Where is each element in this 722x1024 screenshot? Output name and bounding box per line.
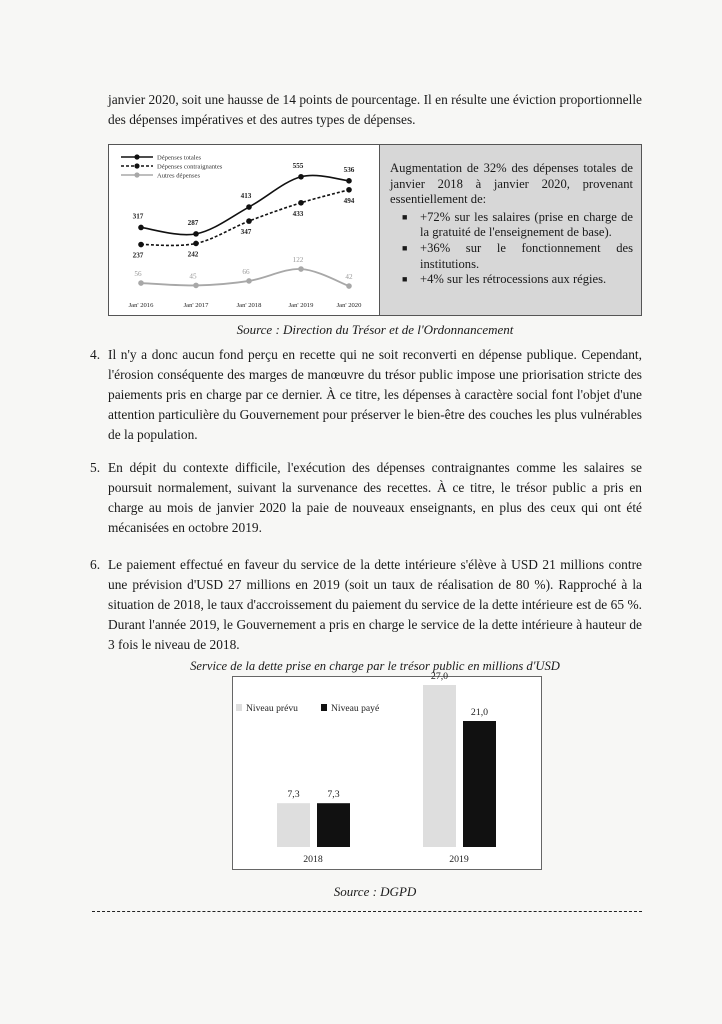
data-label: 317 — [132, 212, 144, 221]
data-label: 555 — [292, 161, 304, 170]
x-tick-label: 2019 — [449, 854, 469, 865]
paragraph-number: 4. — [90, 347, 101, 362]
data-label: 122 — [292, 256, 304, 265]
legend-marker — [134, 163, 139, 168]
paragraph-number: 6. — [90, 557, 101, 572]
bar-value-label: 27,0 — [430, 671, 449, 682]
data-point — [346, 178, 352, 184]
data-point — [246, 204, 252, 210]
data-point — [193, 283, 199, 289]
legend-label: Niveau payé — [331, 703, 380, 714]
data-point — [138, 280, 144, 286]
expenditure-figure — [108, 144, 642, 316]
x-tick-label: Jan' 2018 — [236, 302, 262, 309]
data-label: 494 — [343, 196, 355, 205]
legend-swatch — [236, 704, 242, 711]
legend-marker — [134, 154, 139, 159]
debt-service-figure — [232, 671, 542, 870]
legend-label: Niveau prévu — [246, 703, 298, 714]
data-label: 42 — [345, 273, 353, 282]
data-point — [246, 278, 252, 284]
line-chart — [109, 145, 377, 315]
data-label: 287 — [187, 218, 199, 227]
data-point — [346, 187, 352, 193]
data-point — [298, 200, 304, 206]
data-label: 56 — [134, 270, 142, 279]
summary-box — [379, 145, 641, 315]
x-tick-label: Jan' 2019 — [288, 302, 314, 309]
dashed-separator — [92, 911, 642, 912]
paragraph-text: Il n'y a donc aucun fond perçu en recette qui ne soit reconverti en dépense publique. Cependant, l'érosion conséquente des marges de manœuvre du trésor public impose une priorisation stricte des paiements pris en charge par ce dernier. À ce titre, les dépenses à caractère social font l'objet d'une attention particulière du Gouvernement pour préserver le bien-être des couches les plus vulnérables de la population. — [108, 347, 642, 442]
bullet-icon: ■ — [402, 242, 408, 253]
data-point — [346, 283, 352, 289]
bar-value-label: 21,0 — [470, 707, 489, 718]
bar-chart-title: Service de la dette prise en charge par le trésor public en millions d'USD — [190, 659, 560, 673]
data-point — [138, 242, 144, 248]
bar — [277, 803, 310, 847]
data-label: 433 — [292, 209, 304, 218]
data-label: 413 — [240, 192, 252, 201]
data-point — [193, 231, 199, 237]
summary-list — [390, 210, 633, 288]
x-tick-label: Jan' 2020 — [336, 302, 362, 309]
legend-label: Dépenses totales — [157, 154, 202, 162]
data-label: 45 — [189, 272, 197, 281]
data-label: 66 — [242, 267, 250, 276]
data-label: 347 — [240, 228, 252, 237]
numbered-paragraph-5 — [90, 458, 642, 538]
paragraph-number: 5. — [90, 460, 101, 475]
bullet-icon: ■ — [402, 274, 408, 285]
bar — [317, 803, 350, 847]
bar-value-label: 7,3 — [327, 789, 340, 801]
data-point — [193, 241, 199, 247]
summary-item: ■ +4% sur les rétrocessions aux régies. — [402, 272, 607, 287]
legend-label: Autres dépenses — [157, 172, 201, 180]
summary-lead: Augmentation de 32% des dépenses totales de janvier 2018 à janvier 2020, provenant essentiellement de: — [390, 161, 633, 207]
bullet-icon: ■ — [402, 211, 408, 222]
source-caption-2: Source : DGPD — [333, 884, 417, 899]
data-point — [298, 266, 304, 272]
summary-item: ■ +36% sur le fonctionnement des institutions. — [402, 240, 633, 271]
paragraph-text: Le paiement effectué en faveur du service de la dette intérieure s'élève à USD 21 millions contre une prévision d'USD 27 millions en 2019 (soit un taux de réalisation de 80 %). Rapproché à la situation de 2018, le taux d'accroissement du paiement du service de la dette intérieure est de 65 %. Durant l'année 2019, le Gouvernement a pris en charge le service de la dette intérieure à hauteur de 3 fois le niveau de 2018. — [108, 557, 642, 652]
paragraph-text: En dépit du contexte difficile, l'exécution des dépenses contraignantes comme les salaires se poursuit normalement, suivant la survenance des recettes. À ce titre, le trésor public a pris en charge au mois de janvier 2020 la paie de nouveaux enseignants, en plus des ceux qui ont été mécanisées en octobre 2019. — [108, 460, 642, 535]
summary-item: ■ +72% sur les salaires (prise en charge de la gratuité de l'enseignement de base). — [402, 209, 633, 240]
bar-chart — [233, 671, 541, 869]
numbered-paragraph-4 — [90, 345, 642, 445]
legend-marker — [134, 172, 139, 177]
x-tick-label: Jan' 2017 — [183, 302, 209, 309]
source-caption-1: Source : Direction du Trésor et de l'Ordonnancement — [236, 322, 514, 337]
data-label: 242 — [187, 250, 199, 259]
data-label: 237 — [132, 251, 144, 260]
bar-value-label: 7,3 — [287, 789, 300, 801]
data-label: 536 — [343, 165, 355, 174]
series-line — [141, 172, 349, 237]
x-tick-label: Jan' 2016 — [128, 302, 154, 309]
legend-label: Dépenses contraignantes — [157, 163, 223, 171]
intro-paragraph: janvier 2020, soit une hausse de 14 points de pourcentage. Il en résulte une éviction proportionnelle des dépenses impératives et des autres types de dépenses. — [108, 92, 642, 127]
data-point — [298, 174, 304, 180]
x-tick-label: 2018 — [303, 854, 323, 865]
bar — [423, 685, 456, 847]
bar — [463, 721, 496, 847]
legend-swatch — [321, 704, 327, 711]
data-point — [138, 225, 144, 231]
data-point — [246, 218, 252, 224]
numbered-paragraph-6 — [90, 555, 642, 655]
